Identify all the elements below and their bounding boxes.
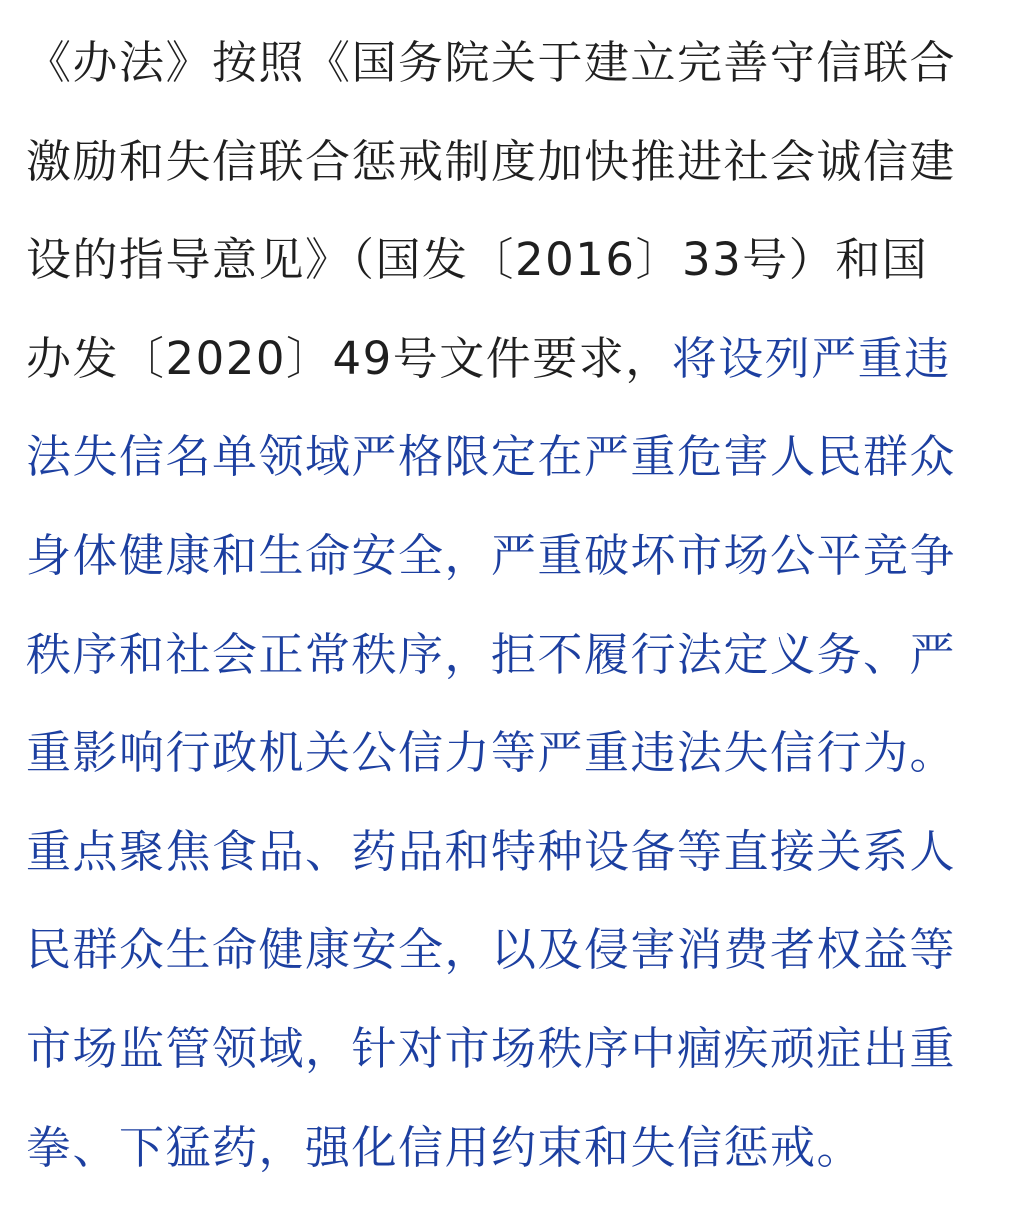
text-line — [26, 225, 1014, 324]
emphasis-text: 拳、下猛药，强化信用约束和失信惩戒。 — [26, 1120, 864, 1174]
emphasis-text: 重点聚焦食品、药品和特种设备等直接关系人 — [26, 824, 957, 878]
text-line — [26, 1014, 1014, 1113]
text-line — [26, 915, 1014, 1014]
emphasis-text: 将设列严重违 — [671, 331, 951, 385]
text-line — [26, 1113, 1014, 1211]
body-text: 办发〔2020〕49号文件要求， — [26, 331, 672, 385]
text-line — [26, 817, 1014, 916]
text-line — [26, 521, 1014, 620]
emphasis-text: 市场监管领域，针对市场秩序中痼疾顽症出重 — [26, 1021, 957, 1075]
text-line — [26, 324, 1014, 423]
emphasis-text: 秩序和社会正常秩序，拒不履行法定义务、严 — [26, 627, 957, 681]
emphasis-text: 民群众生命健康安全，以及侵害消费者权益等 — [26, 923, 957, 977]
text-line — [26, 127, 1014, 226]
text-line — [26, 28, 1014, 127]
body-text: 激励和失信联合惩戒制度加快推进社会诚信建 — [26, 134, 957, 188]
emphasis-text: 法失信名单领域严格限定在严重危害人民群众 — [26, 430, 957, 484]
text-line — [26, 422, 1014, 521]
emphasis-text: 重影响行政机关公信力等严重违法失信行为。 — [26, 726, 957, 780]
text-line — [26, 620, 1014, 719]
emphasis-text: 身体健康和生命安全，严重破坏市场公平竞争 — [26, 528, 957, 582]
body-text: 《办法》按照《国务院关于建立完善守信联合 — [26, 36, 957, 89]
body-text: 设的指导意见》（国发〔2016〕33号）和国 — [26, 233, 929, 287]
text-line — [26, 718, 1014, 817]
article-body — [26, 28, 1014, 1211]
